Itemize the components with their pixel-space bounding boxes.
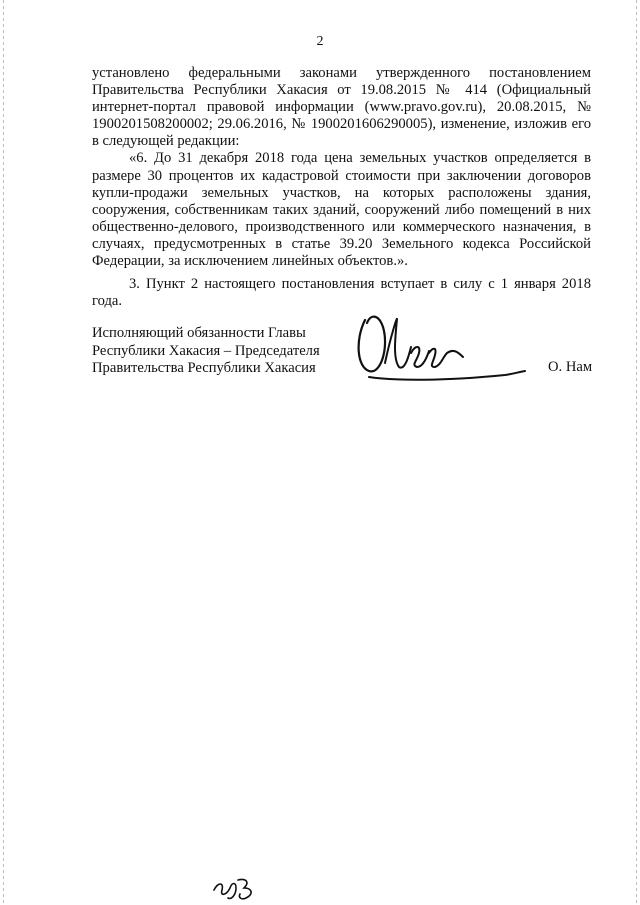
page-number: 2 [316, 34, 324, 49]
handwritten-mark-icon [210, 872, 270, 902]
signatory-title-line: Республики Хакасия – Председателя [92, 342, 320, 359]
signer-name: О. Нам [548, 359, 593, 375]
signature-icon [355, 305, 535, 395]
scan-edge-right [636, 0, 637, 905]
scan-edge-left [3, 0, 4, 905]
paragraph-quoted-amendment: «6. До 31 декабря 2018 года цена земельных участков определяется в размере 30 процентов их кадастровой стоимости при заключении договоров купли-продажи земельных участков, на которых расположены здания, сооружения, собственникам таких зданий, сооружений либо помещений в них общественно-делового, производственного или коммерческого назначения, в случаях, предусмотренных в статье 39.20 Земельного кодекса Российской Федерации, за исключением линейных объектов.». [92, 150, 591, 270]
signatory-title [92, 325, 352, 378]
signatory-title-line: Исполняющий обязанности Главы [92, 325, 306, 341]
paragraph-point-3: 3. Пункт 2 настоящего постановления вступает в силу с 1 января 2018 года. [92, 276, 591, 310]
signatory-title-line: Правительства Республики Хакасия [92, 360, 316, 376]
paragraph-continuation: установлено федеральными законами утвержденного постановлением Правительства Республики Хакасия от 19.08.2015 № 414 (Официальный интернет-портал правовой информации (www.pravo.gov.ru), 20.08.2015, № 1900201508200002; 29.06.2016, № 1900201606290005), изменение, изложив его в следующей редакции: [92, 65, 591, 150]
document-body [92, 65, 591, 310]
